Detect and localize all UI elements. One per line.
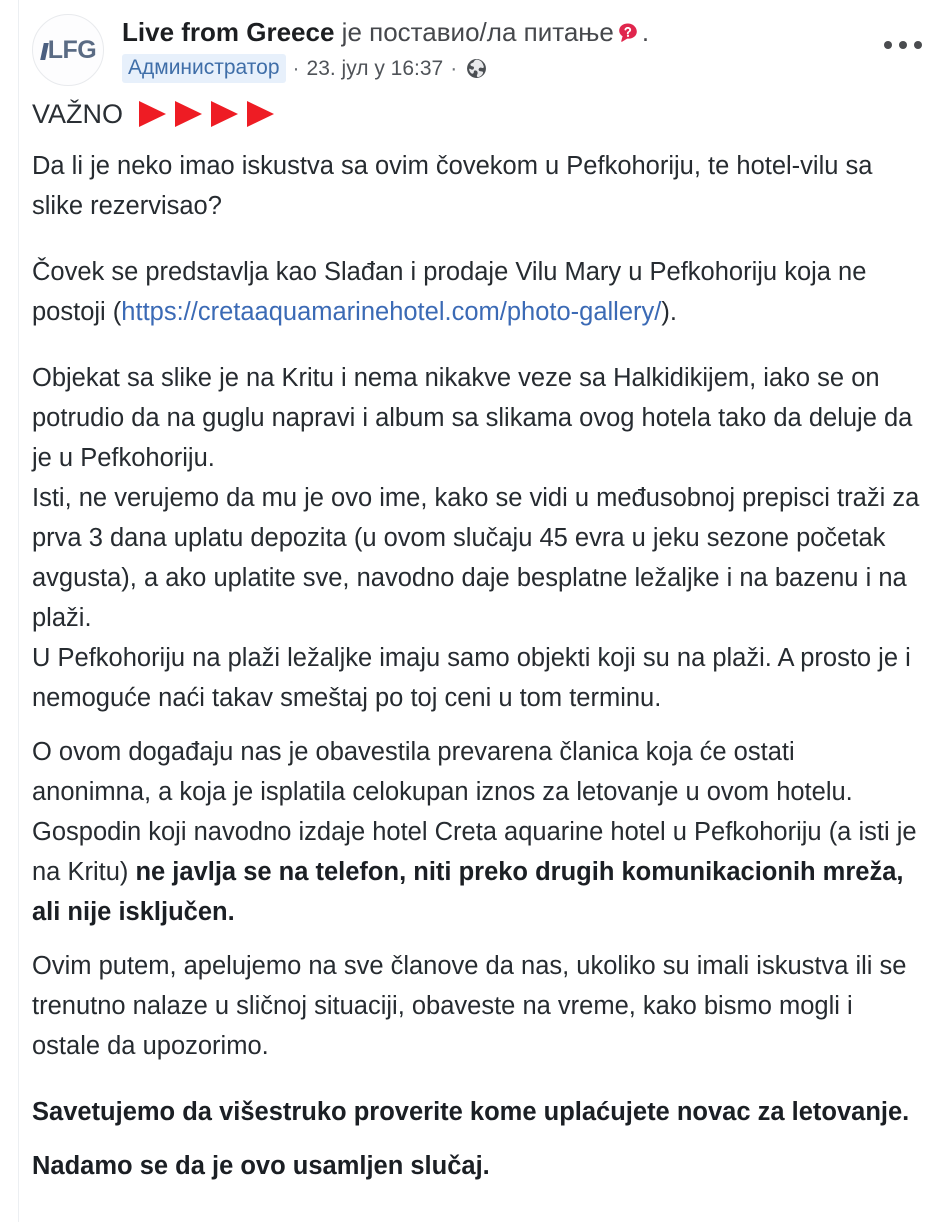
closing-text: Nadamo se da je ovo usamljen slučaj. xyxy=(32,1152,490,1180)
admin-badge[interactable]: Администратор xyxy=(122,54,286,83)
avatar[interactable] xyxy=(32,14,104,86)
paragraph-text-post: ). xyxy=(661,298,677,326)
post-paragraph-bold xyxy=(32,1146,920,1186)
spacer xyxy=(32,718,920,732)
question-speech-bubble-icon xyxy=(617,19,639,41)
post-header-text xyxy=(122,14,928,83)
spacer xyxy=(32,1066,920,1092)
meta-separator-2: · xyxy=(450,56,458,80)
avatar-initials xyxy=(40,35,97,64)
meta-separator-1: · xyxy=(292,56,300,80)
paragraph-text-normal: Gospodin koji navodno izdaje hotel Creta aquarine hotel u Pefkohoriju (a isti je na Kritu) xyxy=(32,818,917,886)
post-attribution-line xyxy=(122,16,928,48)
feed-left-divider xyxy=(18,0,19,1222)
post-body xyxy=(32,96,920,1186)
spacer xyxy=(32,332,920,358)
dot-3 xyxy=(914,41,922,49)
spacer xyxy=(32,1132,920,1146)
paragraph-text-pre: Čovek se predstavlja kao Slađan i prodaje Vilu Mary u Pefkohoriju koja ne postoji ( xyxy=(32,258,867,326)
spacer xyxy=(32,932,920,946)
spacer xyxy=(32,132,920,146)
post-paragraph: Isti, ne verujemo da mu je ovo ime, kako se vidi u međusobnoj prepisci traži za prva 3 dana uplatu depozita (u ovom slučaju 45 evra u jeku sezone početak avgusta), a ako uplatite sve, navodno daje besplatne ležaljke i na bazenu i na plaži. xyxy=(32,484,920,632)
spacer xyxy=(32,226,920,252)
red-arrow-icon xyxy=(139,101,166,127)
paragraph-text-bold: ne javlja se na telefon, niti preko drugih komunikacionih mreža, ali nije isključen. xyxy=(32,858,904,926)
post-paragraph-mixed xyxy=(32,812,920,932)
page-name-link[interactable]: Live from Greece xyxy=(122,17,335,47)
post-paragraph-with-link xyxy=(32,252,920,332)
post-meta-line xyxy=(122,54,928,83)
post-action-trailing: . xyxy=(641,17,650,47)
post-paragraph: O ovom događaju nas je obavestila prevarena članica koja će ostati anonimna, a koja je isplatila celokupan iznos za letovanje u ovom hotelu. xyxy=(32,738,853,806)
post-action-text: је поставио/ла питање xyxy=(341,17,614,47)
post-options-button[interactable] xyxy=(878,32,928,58)
dot-1 xyxy=(884,41,892,49)
heading-label: VAŽNO xyxy=(32,99,124,129)
red-arrow-icon xyxy=(247,101,274,127)
advice-text: Savetujemo da višestruko proverite kome uplaćujete novac za letovanje. xyxy=(32,1098,910,1126)
arrow-row xyxy=(139,101,274,127)
post-paragraph: U Pefkohoriju na plaži ležaljke imaju samo objekti koji su na plaži. A prosto je i nemoguće naći takav smeštaj po toj ceni u tom terminu. xyxy=(32,644,911,712)
post-header xyxy=(32,14,928,86)
post-timestamp[interactable]: 23. јул у 16:37 xyxy=(306,56,444,80)
post-paragraph: Da li je neko imao iskustva sa ovim čovekom u Pefkohoriju, te hotel-vilu sa slike rezervisao? xyxy=(32,152,873,220)
red-arrow-icon xyxy=(211,101,238,127)
avatar-initials-text: LFG xyxy=(47,35,97,64)
dot-2 xyxy=(899,41,907,49)
red-arrow-icon xyxy=(175,101,202,127)
post-paragraph: Ovim putem, apelujemo na sve članove da nas, ukoliko su imali iskustva ili se trenutno nalaze u sličnoj situaciji, obaveste na vreme, kako bismo mogli i ostale da upozorimo. xyxy=(32,952,907,1060)
post-paragraph-bold xyxy=(32,1092,920,1132)
photo-gallery-link[interactable]: https://cretaaquamarinehotel.com/photo-gallery/ xyxy=(121,298,662,326)
globe-icon[interactable] xyxy=(466,58,487,79)
post-paragraph: Objekat sa slike je na Kritu i nema nikakve veze sa Halkidikijem, iako se on potrudio da na guglu napravi i album sa slikama ovog hotela tako da deluje da je u Pefkohoriju. xyxy=(32,364,913,472)
post-heading-vazno xyxy=(32,96,920,132)
